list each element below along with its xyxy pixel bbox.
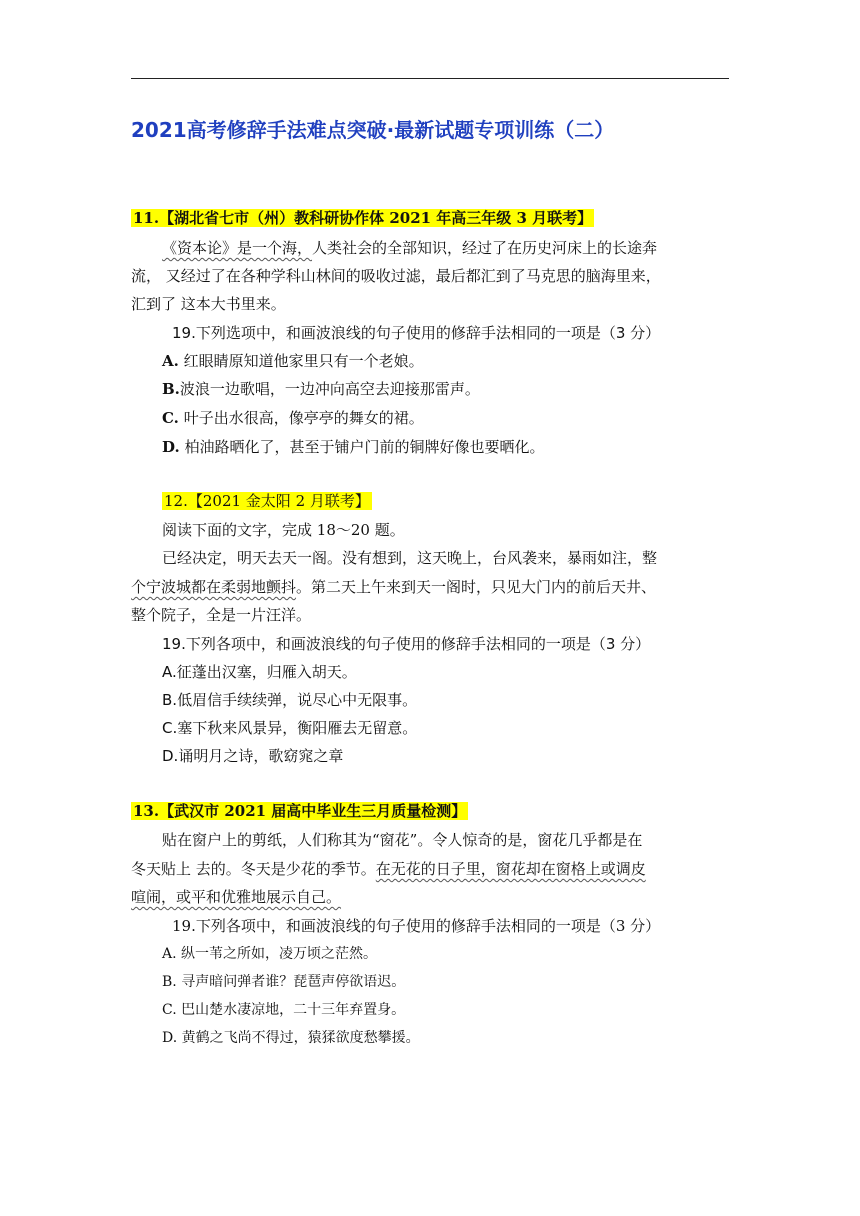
option-text: 寻声暗问弹者谁？琵琶声停欲语迟。 <box>181 974 406 990</box>
q13-passage-line-1: 贴在窗户上的剪纸，人们称其为“窗花”。令人惊奇的是，窗花几乎都是在 <box>162 831 643 849</box>
q12-option-a <box>162 661 357 683</box>
option-label: C. <box>162 409 179 427</box>
option-text: 黄鹤之飞尚不得过，猿猱欲度愁攀援。 <box>181 1030 420 1046</box>
option-text: 诵明月之诗，歌窈窕之章 <box>178 747 344 765</box>
q11-passage-line-1 <box>162 237 657 259</box>
header-rule <box>131 78 729 79</box>
option-label: A. <box>162 663 177 681</box>
q12-passage-line-2 <box>131 576 656 598</box>
option-text: 红眼睛原知道他家里只有一个老娘。 <box>183 352 424 370</box>
q13-wavy-sentence: 在无花的日子里，窗花却在窗格上或调皮 <box>375 860 646 878</box>
q12-passage-text: 。第二天上午来到天一阁时，只见大门内的前后天井、 <box>296 578 657 596</box>
option-label: A. <box>162 352 179 370</box>
q13-option-a <box>162 943 377 965</box>
q11-header <box>131 207 594 229</box>
page-title: 2021高考修辞手法难点突破·最新试题专项训练（二） <box>131 118 615 142</box>
q12-option-d <box>162 745 343 767</box>
option-label: C. <box>162 1002 177 1018</box>
option-text: 塞下秋来风景异，衡阳雁去无留意。 <box>177 719 418 737</box>
q11-option-b <box>162 378 480 400</box>
option-label: B. <box>162 380 180 398</box>
option-label: A. <box>162 946 177 962</box>
q11-passage-line-3: 汇到了 这本大书里来。 <box>131 295 286 313</box>
q11-header-highlight: 11.【湖北省七市（州）教科研协作体 2021 年高三年级 3 月联考】 <box>133 209 593 227</box>
q13-option-b <box>162 971 405 993</box>
q13-header <box>131 800 468 822</box>
option-label: C. <box>162 719 178 737</box>
option-text: 叶子出水很高，像亭亭的舞女的裙。 <box>183 409 424 427</box>
q13-option-d <box>162 1027 420 1049</box>
option-text: 波浪一边歌唱，一边冲向高空去迎接那雷声。 <box>179 380 480 398</box>
q11-passage-text: 人类社会的全部知识，经过了在历史河床上的长途奔 <box>312 239 658 257</box>
q12-passage-line-3: 整个院子，全是一片汪洋。 <box>131 606 312 624</box>
option-label: D. <box>162 438 180 456</box>
q11-question: 19.下列选项中，和画波浪线的句子使用的修辞手法相同的一项是（3 分） <box>172 324 661 342</box>
option-label: B. <box>162 691 178 709</box>
option-label: D. <box>162 747 179 765</box>
option-text: 纵一苇之所如，凌万顷之茫然。 <box>181 946 378 962</box>
q12-wavy-sentence: 个宁波城都在柔弱地颤抖 <box>131 578 297 596</box>
q11-option-c <box>162 407 424 429</box>
q13-option-c <box>162 999 405 1021</box>
option-text: 征蓬出汉塞，归雁入胡天。 <box>176 663 357 681</box>
option-text: 低眉信手续续弹，说尽心中无限事。 <box>177 691 418 709</box>
q12-option-c <box>162 717 417 739</box>
q11-option-d <box>162 436 545 458</box>
q13-passage-line-3 <box>131 886 341 908</box>
q12-header <box>162 490 372 512</box>
option-label: D. <box>162 1030 178 1046</box>
q13-wavy-sentence-cont: 喧闹，或平和优雅地展示自己。 <box>131 888 342 906</box>
q13-passage-line-2 <box>131 858 646 880</box>
option-text: 柏油路晒化了，甚至于铺户门前的铜牌好像也要晒化。 <box>184 438 545 456</box>
q11-option-a <box>162 350 424 372</box>
q12-question: 19.下列各项中，和画波浪线的句子使用的修辞手法相同的一项是（3 分） <box>162 635 651 653</box>
option-label: B. <box>162 974 177 990</box>
q12-intro: 阅读下面的文字，完成 18～20 题。 <box>162 521 405 539</box>
q12-header-highlight: 12.【2021 金太阳 2 月联考】 <box>164 492 370 510</box>
q12-option-b <box>162 689 417 711</box>
option-text: 巴山楚水凄凉地，二十三年弃置身。 <box>181 1002 406 1018</box>
q13-header-highlight: 13.【武汉市 2021 届高中毕业生三月质量检测】 <box>133 802 467 820</box>
q11-passage-line-2: 流， 又经过了在各种学科山林间的吸收过滤，最后都汇到了马克思的脑海里来， <box>131 267 661 285</box>
q11-wavy-sentence: 《资本论》是一个海， <box>162 239 313 257</box>
q13-question: 19.下列各项中，和画波浪线的句子使用的修辞手法相同的一项是（3 分） <box>172 917 661 935</box>
q12-passage-line-1: 已经决定，明天去天一阁。没有想到，这天晚上，台风袭来，暴雨如注，整 <box>162 549 658 567</box>
q13-passage-text: 冬天贴上 去的。冬天是少花的季节。 <box>131 860 376 878</box>
